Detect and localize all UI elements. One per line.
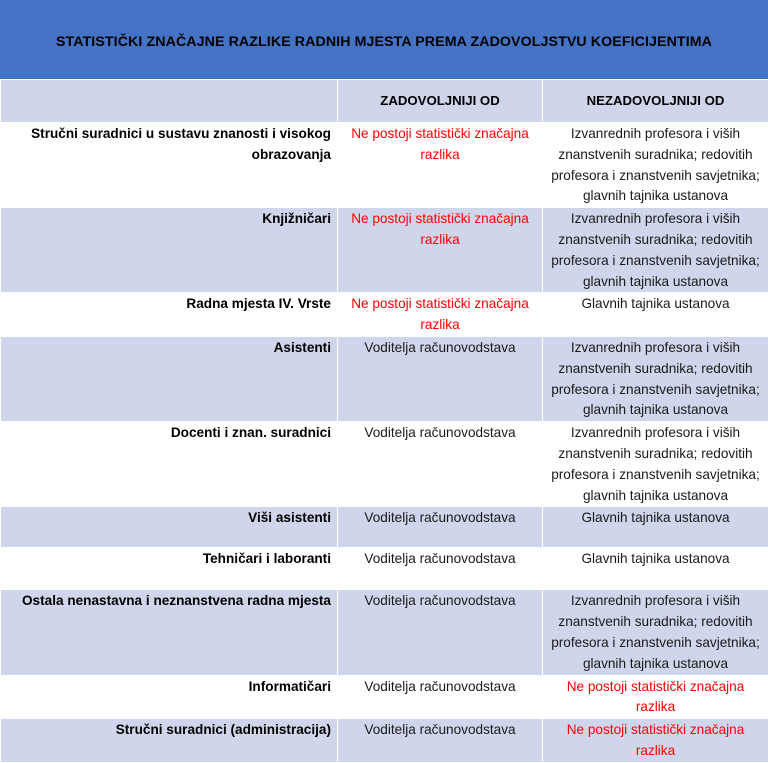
table-row <box>1 675 768 719</box>
satisfied-cell: Voditelja računovodstava <box>338 719 543 763</box>
satisfied-cell: Voditelja računovodstava <box>338 548 543 590</box>
satisfied-cell: Voditelja računovodstava <box>338 336 543 421</box>
table-row <box>1 422 768 507</box>
table-row <box>1 719 768 763</box>
satisfied-cell: Voditelja računovodstava <box>338 675 543 719</box>
role-cell: Viši asistenti <box>1 507 338 548</box>
dissatisfied-cell: Glavnih tajnika ustanova <box>543 293 768 337</box>
role-cell: Stručni suradnici (administracija) <box>1 719 338 763</box>
dissatisfied-cell: Izvanrednih profesora i viših znanstvenih suradnika; redovitih profesora i znanstvenih savjetnika; glavnih tajnika ustanova <box>543 422 768 507</box>
table-row <box>1 507 768 548</box>
dissatisfied-cell: Izvanrednih profesora i viših znanstvenih suradnika; redovitih profesora i znanstvenih savjetnika; glavnih tajnika ustanova <box>543 336 768 421</box>
table-row <box>1 548 768 590</box>
dissatisfied-cell: Ne postoji statistički značajna razlika <box>543 675 768 719</box>
role-cell: Tehničari i laboranti <box>1 548 338 590</box>
header-dissatisfied: NEZADOVOLJNIJI OD <box>543 80 768 123</box>
dissatisfied-cell: Ne postoji statistički značajna razlika <box>543 719 768 763</box>
header-role <box>1 80 338 123</box>
satisfied-cell: Voditelja računovodstava <box>338 422 543 507</box>
table-row <box>1 336 768 421</box>
satisfied-cell: Voditelja računovodstava <box>338 507 543 548</box>
satisfied-cell: Ne postoji statistički značajna razlika <box>338 123 543 208</box>
table-row <box>1 123 768 208</box>
dissatisfied-cell: Izvanrednih profesora i viših znanstvenih suradnika; redovitih profesora i znanstvenih savjetnika; glavnih tajnika ustanova <box>543 208 768 293</box>
satisfied-cell: Voditelja računovodstava <box>338 590 543 675</box>
dissatisfied-cell: Izvanrednih profesora i viših znanstvenih suradnika; redovitih profesora i znanstvenih savjetnika; glavnih tajnika ustanova <box>543 123 768 208</box>
table-row <box>1 208 768 293</box>
satisfied-cell: Ne postoji statistički značajna razlika <box>338 293 543 337</box>
satisfied-cell: Ne postoji statistički značajna razlika <box>338 208 543 293</box>
dissatisfied-cell: Glavnih tajnika ustanova <box>543 548 768 590</box>
role-cell: Informatičari <box>1 675 338 719</box>
table-row <box>1 590 768 675</box>
differences-table <box>0 79 768 763</box>
header-satisfied: ZADOVOLJNIJI OD <box>338 80 543 123</box>
role-cell: Ostala nenastavna i neznanstvena radna mjesta <box>1 590 338 675</box>
table-header-row <box>1 80 768 123</box>
table-row <box>1 293 768 337</box>
role-cell: Docenti i znan. suradnici <box>1 422 338 507</box>
dissatisfied-cell: Izvanrednih profesora i viših znanstvenih suradnika; redovitih profesora i znanstvenih savjetnika; glavnih tajnika ustanova <box>543 590 768 675</box>
title-banner <box>0 0 768 79</box>
dissatisfied-cell: Glavnih tajnika ustanova <box>543 507 768 548</box>
role-cell: Knjižničari <box>1 208 338 293</box>
role-cell: Stručni suradnici u sustavu znanosti i visokog obrazovanja <box>1 123 338 208</box>
role-cell: Radna mjesta IV. Vrste <box>1 293 338 337</box>
role-cell: Asistenti <box>1 336 338 421</box>
page-title: STATISTIČKI ZNAČAJNE RAZLIKE RADNIH MJESTA PREMA ZADOVOLJSTVU KOEFICIJENTIMA <box>56 34 712 50</box>
